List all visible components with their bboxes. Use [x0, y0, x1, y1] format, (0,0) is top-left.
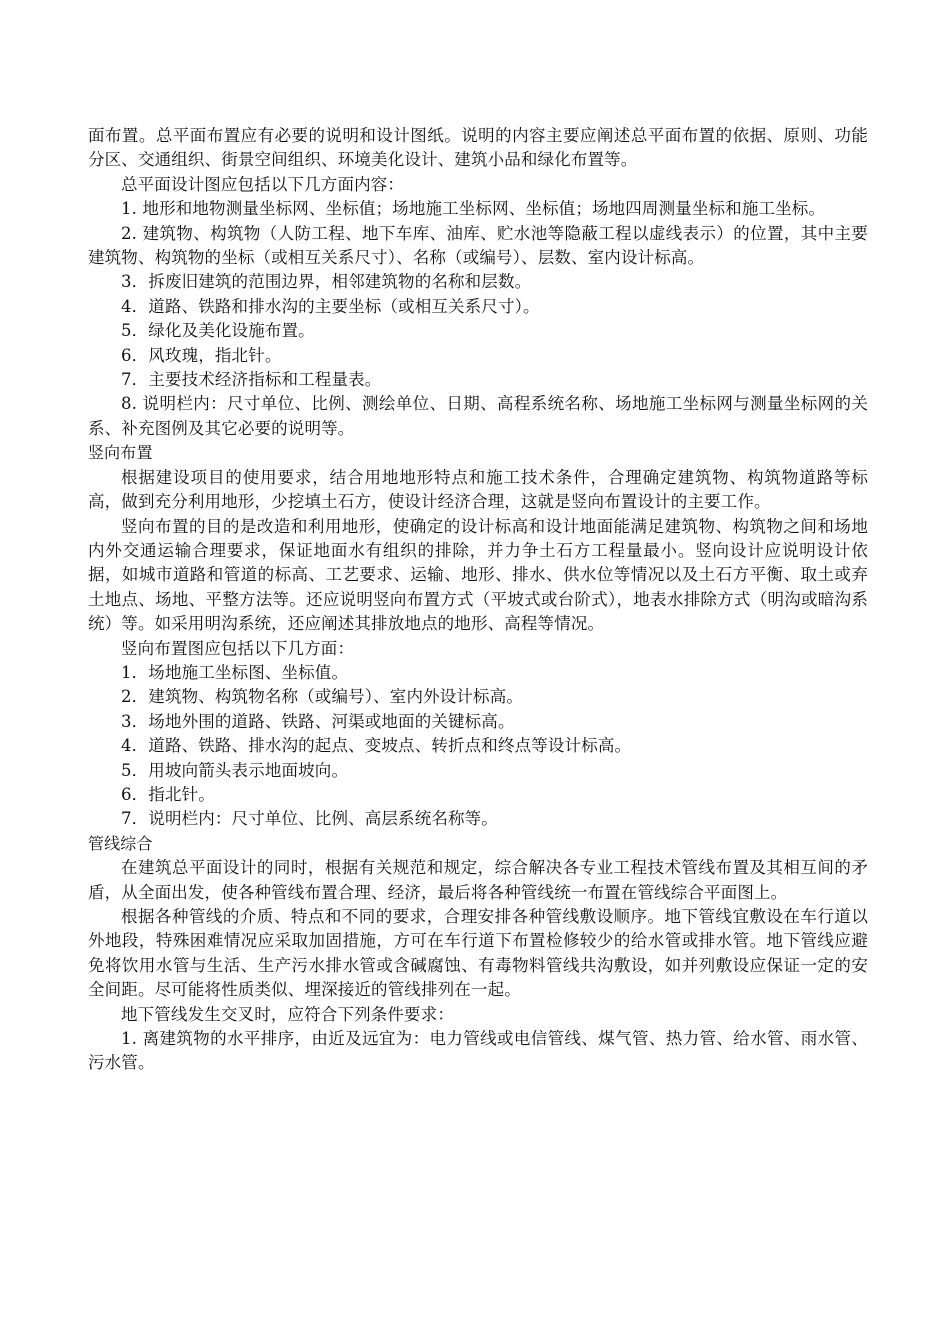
paragraph: 面布置。总平面布置应有必要的说明和设计图纸。说明的内容主要应阐述总平面布置的依据、原则、功能分区、交通组织、街景空间组织、环境美化设计、建筑小品和绿化布置等。: [88, 126, 868, 170]
list-item: 3．场地外围的道路、铁路、河渠或地面的关键标高。: [121, 711, 515, 731]
paragraph: 总平面设计图应包括以下几方面内容：: [121, 174, 405, 194]
paragraph: 竖向布置的目的是改造和利用地形，使确定的设计标高和设计地面能满足建筑物、构筑物之间和场地内外交通运输合理要求，保证地面水有组织的排除，并力争土石方工程量最小。竖向设计应说明设计依据，如城市道路和管道的标高、工艺要求、运输、地形、排水、供水位等情况以及土石方平衡、取土或弃土地点、场地、平整方法等。还应说明竖向布置方式（平坡式或台阶式），地表水排除方式（明沟或暗沟系统）等。如采用明沟系统，还应阐述其排放地点的地形、高程等情况。: [88, 516, 868, 634]
list-item: 2．建筑物、构筑物名称（或编号）、室内外设计标高。: [121, 687, 523, 707]
list-item: 1．场地施工坐标图、坐标值。: [121, 662, 349, 682]
list-item: 6．风玫瑰，指北针。: [121, 345, 282, 365]
list-item: 7．说明栏内：尺寸单位、比例、高层系统名称等。: [121, 809, 498, 829]
list-item: 1. 离建筑物的水平排序，由近及远宜为：电力管线或电信管线、煤气管、热力管、给水管、雨水管、污水管。: [88, 1029, 868, 1073]
paragraph: 地下管线发生交叉时，应符合下列条件要求：: [121, 1004, 454, 1024]
list-item: 7．主要技术经济指标和工程量表。: [121, 370, 382, 390]
list-item: 2. 建筑物、构筑物（人防工程、地下车库、油库、贮水池等隐蔽工程以虚线表示）的位置，其中主要建筑物、构筑物的坐标（或相互关系尺寸）、名称（或编号）、层数、室内设计标高。: [88, 223, 868, 268]
list-item: 5．用坡向箭头表示地面坡向。: [121, 760, 349, 780]
list-item: 4．道路、铁路、排水沟的起点、变坡点、转折点和终点等设计标高。: [121, 736, 632, 756]
list-item: 8. 说明栏内：尺寸单位、比例、测绘单位、日期、高程系统名称、场地施工坐标网与测量坐标网的关系、补充图例及其它必要的说明等。: [88, 394, 868, 438]
paragraph: 根据各种管线的介质、特点和不同的要求，合理安排各种管线敷设顺序。地下管线宜敷设在车行道以外地段，特殊困难情况应采取加固措施，方可在车行道下布置检修较少的给水管或排水管。地下管线应避免将饮用水管与生活、生产污水排水管或含碱腐蚀、有毒物料管线共沟敷设，如并列敷设应保证一定的安全间距。尽可能将性质类似、埋深接近的管线排列在一起。: [88, 907, 868, 1000]
list-item: 3．拆废旧建筑的范围边界，相邻建筑物的名称和层数。: [121, 272, 532, 292]
list-item: 6．指北针。: [121, 784, 215, 804]
section-heading: 竖向布置: [88, 443, 153, 463]
list-item: 1. 地形和地物测量坐标网、坐标值；场地施工坐标网、坐标值；场地四周测量坐标和施工坐标。: [121, 199, 826, 219]
paragraph: 根据建设项目的使用要求，结合用地地形特点和施工技术条件，合理确定建筑物、构筑物道路等标高，做到充分利用地形，少挖填土石方，使设计经济合理，这就是竖向布置设计的主要工作。: [88, 467, 868, 512]
list-item: 5．绿化及美化设施布置。: [121, 321, 315, 341]
list-item: 4．道路、铁路和排水沟的主要坐标（或相互关系尺寸）。: [121, 296, 540, 316]
paragraph: 竖向布置图应包括以下几方面：: [121, 638, 355, 658]
document-body: [88, 124, 868, 1076]
section-heading: 管线综合: [88, 833, 153, 853]
paragraph: 在建筑总平面设计的同时，根据有关规范和规定，综合解决各专业工程技术管线布置及其相互间的矛盾，从全面出发，使各种管线布置合理、经济，最后将各种管线统一布置在管线综合平面图上。: [88, 858, 868, 902]
